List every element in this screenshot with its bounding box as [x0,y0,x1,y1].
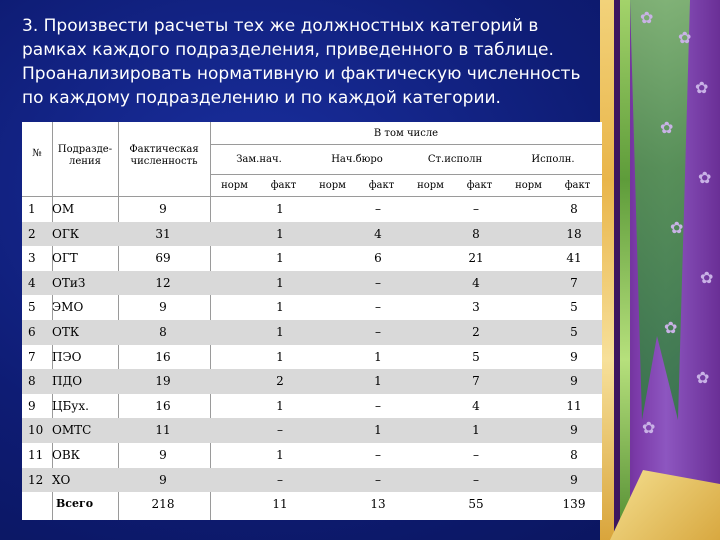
green-ribbon [620,0,630,540]
row-subdivision: ОГК [52,226,80,241]
row-actual: 31 [155,226,171,241]
row-subdivision: ХО [52,472,71,487]
row-zam: 1 [276,251,284,266]
row-actual: 16 [155,398,171,413]
header-fact: факт [466,180,493,191]
row-nach: 6 [374,251,382,266]
row-st: 5 [472,349,480,364]
row-actual: 11 [155,423,171,438]
row-isp: 9 [570,374,578,389]
row-number: 2 [28,226,36,241]
row-actual: 9 [159,472,167,487]
flower-icon: ✿ [678,28,692,47]
row-number: 10 [28,423,44,438]
gold-ribbon [600,0,614,540]
row-zam: 1 [276,275,284,290]
row-zam: – [277,472,283,487]
row-number: 7 [28,349,36,364]
row-number: 12 [28,472,44,487]
table-total-row [22,492,602,517]
row-zam: 1 [276,226,284,241]
row-isp: 9 [570,472,578,487]
row-st: 3 [472,300,480,315]
row-zam: 1 [276,202,284,216]
header-group-isp: Исполн. [531,154,575,165]
row-nach: – [375,325,381,339]
row-nach: 1 [374,423,382,438]
table-row [22,418,602,443]
flower-icon: ✿ [695,78,709,97]
row-number: 9 [28,398,36,413]
row-st: 2 [472,325,480,339]
row-subdivision: ОГТ [52,251,78,266]
row-subdivision: ОМ [52,202,75,216]
total-zam: 11 [272,497,288,512]
total-actual: 218 [151,497,175,512]
row-nach: – [375,300,381,315]
row-zam: 1 [276,349,284,364]
row-isp: 5 [570,300,578,315]
table-row [22,271,602,296]
row-subdivision: ПЭО [52,349,82,364]
row-st: 4 [472,398,480,413]
header-divider [210,174,602,175]
row-subdivision: ОМТС [52,423,92,438]
row-nach: – [375,448,381,462]
header-fact: факт [368,180,395,191]
row-number: 4 [28,275,36,290]
row-subdivision: ОТиЗ [52,275,86,290]
row-actual: 9 [159,448,167,462]
row-zam: 1 [276,300,284,315]
table-row [22,320,602,345]
row-zam: 1 [276,325,284,339]
flower-icon: ✿ [698,168,712,187]
decorative-side-panel [600,0,720,540]
row-isp: 5 [570,325,578,339]
row-st: 21 [468,251,484,266]
row-isp: 9 [570,349,578,364]
row-subdivision: ЭМО [52,300,84,315]
row-zam: – [277,423,283,438]
row-st: 4 [472,275,480,290]
flower-icon: ✿ [700,268,714,287]
header-group-zam: Зам.нач. [236,154,282,165]
flower-icon: ✿ [642,418,656,437]
flower-icon: ✿ [660,118,674,137]
staff-table [22,122,602,520]
row-nach: 1 [374,374,382,389]
header-norm: норм [221,180,248,191]
header-fact: факт [270,180,297,191]
header-actual: Фактическая численность [129,144,199,167]
row-subdivision: ЦБух. [52,398,89,413]
flower-icon: ✿ [696,368,710,387]
row-actual: 16 [155,349,171,364]
row-st: 1 [472,423,480,438]
total-nach: 13 [370,497,386,512]
slide-title: 3. Произвести расчеты тех же должностных категорий в рамках каждого подразделения, приведенного в таблице. Проанализировать нормативную и фактическую численность по каждому подразделению и по каждой категории. [22,16,581,108]
row-actual: 9 [159,202,167,216]
header-divider [210,144,602,145]
green-drape [630,0,690,420]
row-actual: 12 [155,275,171,290]
header-num: № [32,148,42,159]
row-nach: – [375,398,381,413]
table-row [22,468,602,493]
table-row [22,295,602,320]
header-fact: факт [564,180,591,191]
row-st: 8 [472,226,480,241]
row-isp: 41 [566,251,582,266]
row-isp: 11 [566,398,582,413]
row-isp: 8 [570,202,578,216]
header-norm: норм [515,180,542,191]
row-number: 3 [28,251,36,266]
row-zam: 2 [276,374,284,389]
row-actual: 69 [155,251,171,266]
row-actual: 19 [155,374,171,389]
header-group-st: Ст.исполн [427,154,483,165]
table-row [22,246,602,271]
header-subdivision: Подразде- ления [57,144,113,167]
row-number: 1 [28,202,36,216]
row-nach: – [375,202,381,216]
row-zam: 1 [276,448,284,462]
row-number: 5 [28,300,36,315]
flower-icon: ✿ [640,8,654,27]
total-isp: 139 [562,497,586,512]
row-nach: 1 [374,349,382,364]
flower-icon: ✿ [670,218,684,237]
table-row [22,345,602,370]
row-nach: 4 [374,226,382,241]
row-subdivision: ОТК [52,325,80,339]
row-st: 7 [472,374,480,389]
row-isp: 7 [570,275,578,290]
row-st: – [473,448,479,462]
table-row [22,394,602,419]
table-row [22,222,602,247]
row-zam: 1 [276,398,284,413]
header-norm: норм [417,180,444,191]
header-group-nach: Нач.бюро [331,154,383,165]
row-isp: 18 [566,226,582,241]
row-isp: 8 [570,448,578,462]
row-actual: 9 [159,300,167,315]
row-isp: 9 [570,423,578,438]
row-actual: 8 [159,325,167,339]
row-nach: – [375,275,381,290]
row-number: 8 [28,374,36,389]
row-st: – [473,202,479,216]
row-st: – [473,472,479,487]
row-nach: – [375,472,381,487]
table-row [22,197,602,222]
header-norm: норм [319,180,346,191]
row-number: 6 [28,325,36,339]
header-including: В том числе [373,128,439,139]
flower-icon: ✿ [664,318,678,337]
row-number: 11 [28,448,44,462]
total-st: 55 [468,497,484,512]
table-row [22,369,602,394]
row-subdivision: ОВК [52,448,80,462]
total-label: Всего [56,497,94,511]
row-subdivision: ПДО [52,374,83,389]
table-row [22,443,602,468]
